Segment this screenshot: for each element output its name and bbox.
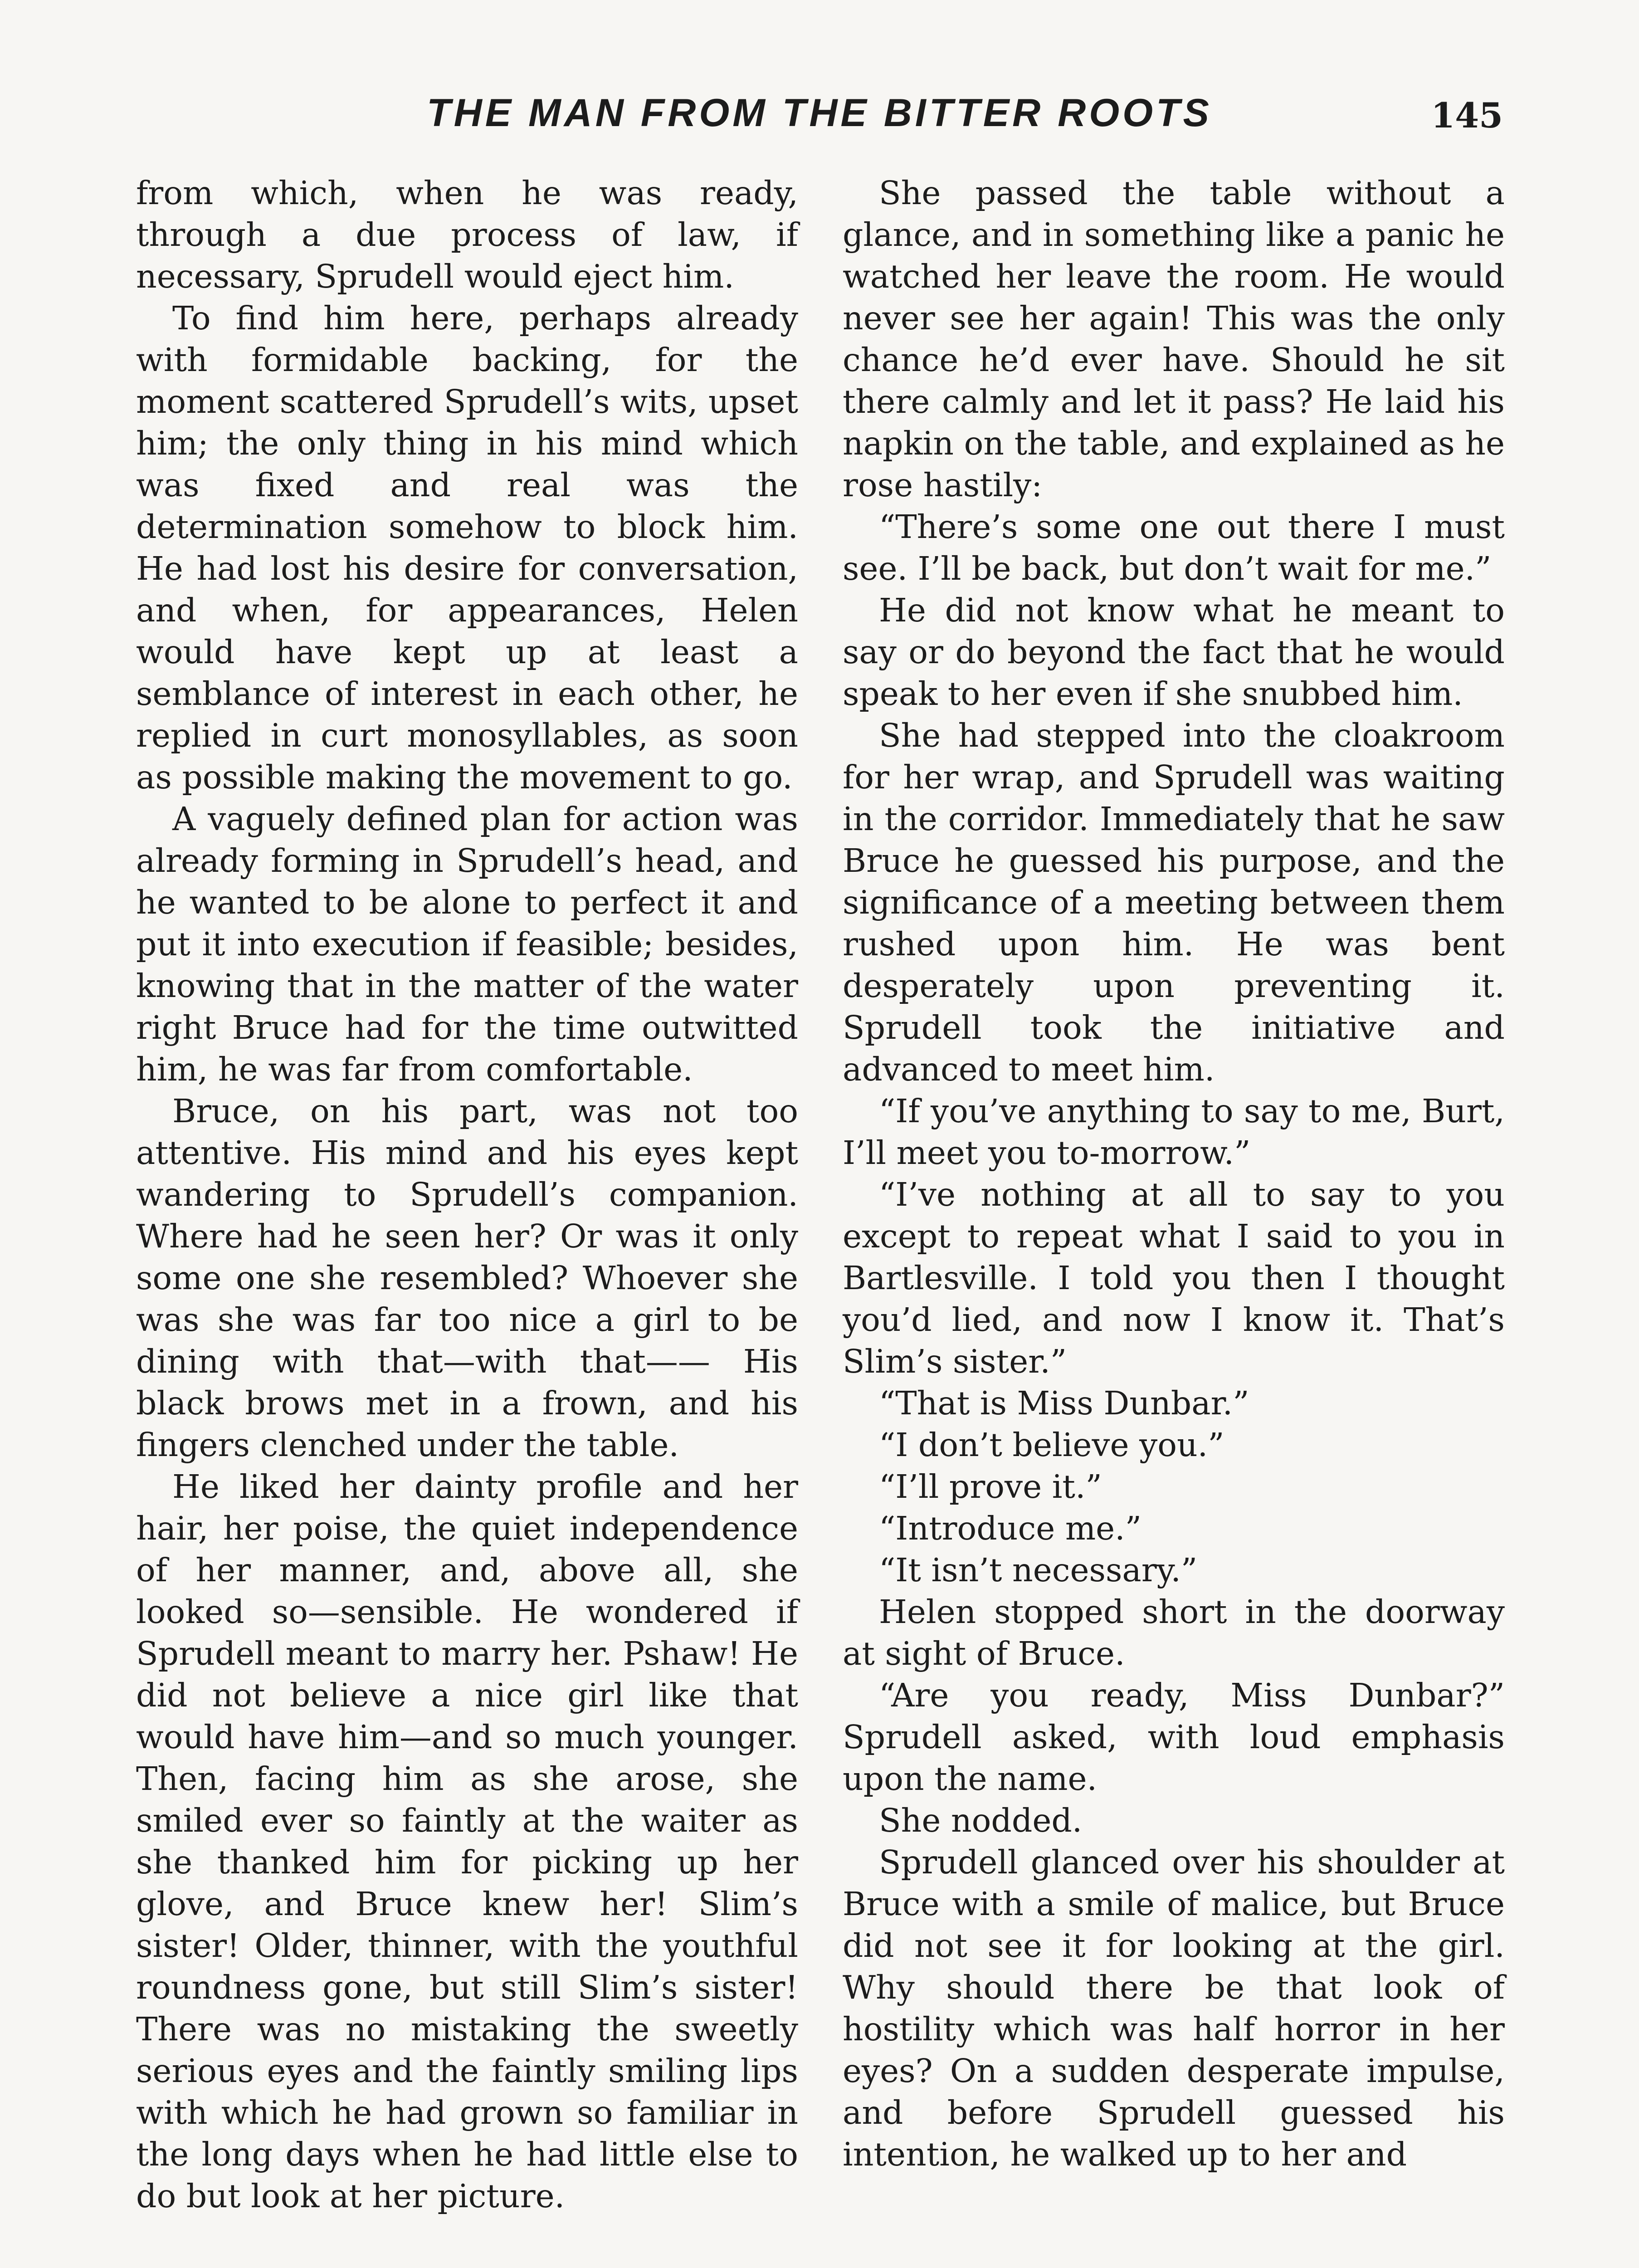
paragraph: He liked her dainty profile and her hair, her poise, the quiet independence of her manner, and, above all, she looked so—sensible. He wondered if Sprudell meant to marry her. Pshaw! He did not believe a nice girl like that would have him—and so much younger. Then, facing him as she arose, she smiled ever so faintly at the waiter as she thanked him for picking up her glove, and Bruce knew her! Slim’s sister! Older, thinner, with the youthful roundness gone, but still Slim’s sister! There was no mistaking the sweetly serious eyes and the faintly smiling lips with which he had grown so familiar in the long days when he had little else to do but look at her picture. — [136, 1468, 798, 2215]
paragraph: Sprudell glanced over his shoulder at Bruce with a smile of malice, but Bruce did not see it for looking at the girl. Why should there be that look of hostility which was half horror in her eyes? On a sudden desperate impulse, and before Sprudell guessed his intention, he walked up to her and — [843, 1843, 1505, 2173]
running-header — [136, 91, 1503, 154]
page-number: 145 — [1431, 95, 1503, 136]
paragraph: “If you’ve anything to say to me, Burt, I’ll meet you to-morrow.” — [843, 1092, 1505, 1172]
paragraph: “There’s some one out there I must see. I’ll be back, but don’t wait for me.” — [843, 508, 1505, 587]
paragraph: Bruce, on his part, was not too attentive. His mind and his eyes kept wandering to Sprudell’s companion. Where had he seen her? Or was it only some one she resembled? Whoever she was she was far too nice a girl to be dining with that—with that—— His black brows met in a frown, and his fingers clenched under the table. — [136, 1092, 798, 1464]
paragraph: To find him here, perhaps already with formidable backing, for the moment scattered Sprudell’s wits, upset him; the only thing in his mind which was fixed and real was the determination somehow to block him. He had lost his desire for conversation, and when, for appearances, Helen would have kept up at least a semblance of interest in each other, he replied in curt monosyllables, as soon as possible making the movement to go. — [136, 299, 798, 796]
paragraph: “I’ve nothing at all to say to you except to repeat what I said to you in Bartlesville. I told you then I thought you’d lied, and now I know it. That’s Slim’s sister.” — [843, 1176, 1505, 1380]
paragraph: She passed the table without a glance, and in something like a panic he watched her leave the room. He would never see her again! This was the only chance he’d ever have. Should he sit there calmly and let it pass? He laid his napkin on the table, and explained as he rose hastily: — [843, 174, 1505, 504]
paragraph: Helen stopped short in the doorway at sight of Bruce. — [843, 1593, 1505, 1672]
paragraph: “It isn’t necessary.” — [879, 1551, 1198, 1589]
paragraph: She had stepped into the cloakroom for her wrap, and Sprudell was waiting in the corridor. Immediately that he saw Bruce he guessed his purpose, and the significance of a meeting between them rushed upon him. He was bent desperately upon preventing it. Sprudell took the initiative and advanced to meet him. — [843, 717, 1505, 1088]
paragraph: “Introduce me.” — [879, 1510, 1142, 1547]
paragraph: “I don’t believe you.” — [879, 1426, 1224, 1464]
paragraph: “Are you ready, Miss Dunbar?” Sprudell asked, with loud emphasis upon the name. — [843, 1677, 1505, 1798]
right-column — [843, 172, 1505, 2175]
paragraph: He did not know what he meant to say or do beyond the fact that he would speak to her even if she snubbed him. — [843, 591, 1505, 713]
paragraph: She nodded. — [879, 1802, 1083, 1839]
running-title: THE MAN FROM THE BITTER ROOTS — [427, 91, 1212, 135]
paragraph: from which, when he was ready, through a due process of law, if necessary, Sprudell would eject him. — [136, 174, 798, 295]
paragraph: “That is Miss Dunbar.” — [879, 1384, 1249, 1422]
left-column — [136, 172, 798, 2217]
paragraph: A vaguely defined plan for action was already forming in Sprudell’s head, and he wanted to be alone to perfect it and put it into execution if feasible; besides, knowing that in the matter of the water right Bruce had for the time outwitted him, he was far from comfortable. — [136, 800, 798, 1088]
paragraph: “I’ll prove it.” — [879, 1468, 1102, 1505]
